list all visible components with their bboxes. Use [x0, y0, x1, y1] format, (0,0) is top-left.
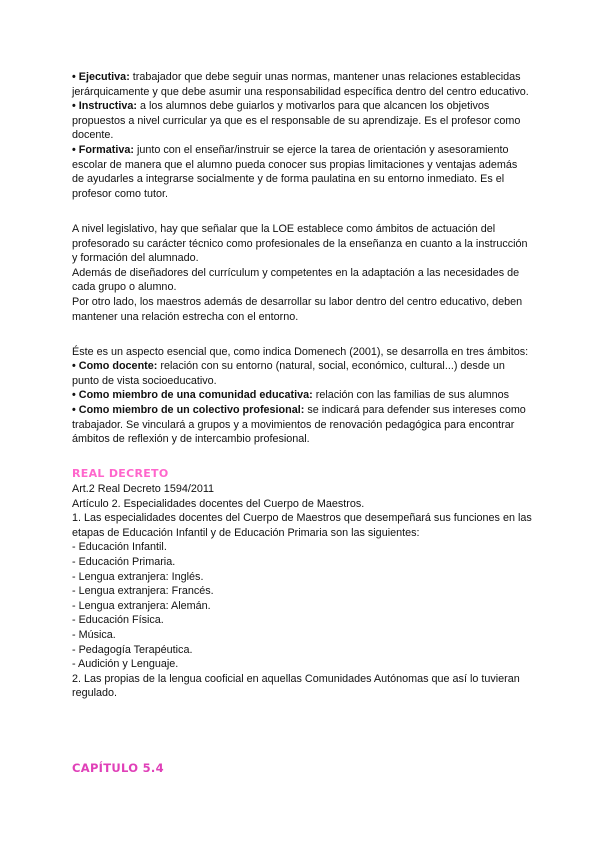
bullet-text: trabajador que debe seguir unas normas, mantener unas relaciones establecidas jerárquicamente y que debe asumir una responsabilidad específica dentro del centro educativo.	[72, 71, 529, 98]
list-item: - Educación Física.	[72, 614, 164, 627]
bullet-text: relación con su entorno (natural, social, económico, cultural...) desde un punto de vista socioeducativo.	[72, 360, 505, 387]
paragraph-disenadores: Además de diseñadores del currículum y competentes en la adaptación a las necesidades de cada grupo o alumno.	[72, 266, 520, 294]
list-item: - Educación Primaria.	[72, 556, 176, 568]
real-decreto-art: Art.2 Real Decreto 1594/2011	[72, 483, 215, 496]
real-decreto-articulo: Artículo 2. Especialidades docentes del Cuerpo de Maestros.	[72, 497, 365, 510]
bullet-formativa	[72, 143, 532, 201]
list-item: - Lengua extranjera: Inglés.	[72, 570, 204, 583]
page-content	[72, 70, 532, 701]
bullet-text: se indicará para defender sus intereses como trabajador. Se vinculará a grupos y a movimientos de renovación pedagógica para encontrar ámbitos de reflexión y de intercambio profesional.	[72, 404, 526, 446]
bullet-text: junto con el enseñar/instruir se ejerce la tarea de orientación y asesoramiento escolar de manera que el alumno pueda conocer sus propias limitaciones y ventajas además de ayudarles a integrarse socialmente y de forma paulatina en su entorno inmediato. Es el profesor como tutor.	[72, 143, 518, 200]
real-decreto-especialidades: 1. Las especialidades docentes del Cuerpo de Maestros que desempeñará sus funciones en las etapas de Educación Infantil y de Educación Primaria son las siguientes:	[72, 512, 532, 539]
list-item: - Educación Infantil.	[72, 541, 167, 554]
bullet-instructiva	[72, 99, 532, 143]
bullet-term: • Como miembro de un colectivo profesional:	[72, 404, 305, 417]
bullet-term: • Como miembro de una comunidad educativa:	[72, 389, 313, 402]
bullet-term: • Formativa:	[72, 143, 134, 156]
paragraph-entorno: Por otro lado, los maestros además de desarrollar su labor dentro del centro educativo, deben mantener una relación estrecha con el entorno.	[72, 295, 523, 323]
chapter-heading: CAPÍTULO 5.4	[72, 761, 164, 775]
bullet-comunidad-educativa	[72, 388, 532, 403]
list-item: - Audición y Lenguaje.	[72, 658, 179, 671]
paragraph-loe: A nivel legislativo, hay que señalar que la LOE establece como ámbitos de actuación del profesorado su carácter técnico como profesionales de la enseñanza en cuanto a la instrucción y formación del alumnado.	[72, 222, 528, 265]
real-decreto-heading: REAL DECRETO	[72, 467, 169, 481]
bullet-ejecutiva	[72, 70, 532, 99]
list-item: - Lengua extranjera: Francés.	[72, 585, 214, 598]
list-item: - Lengua extranjera: Alemán.	[72, 599, 211, 612]
paragraph-domenech: Éste es un aspecto esencial que, como indica Domenech (2001), se desarrolla en tres ámbitos:	[72, 345, 529, 358]
bullet-term: • Como docente:	[72, 360, 158, 373]
bullet-como-docente	[72, 359, 532, 388]
list-item: - Pedagogía Terapéutica.	[72, 643, 193, 656]
bullet-text: a los alumnos debe guiarlos y motivarlos para que alcancen los objetivos propuestos a nivel curricular ya que es el responsable de su aprendizaje. Es el profesor como docente.	[72, 100, 521, 142]
bullet-colectivo-profesional	[72, 403, 532, 447]
bullet-text: relación con las familias de sus alumnos	[312, 389, 509, 402]
bullet-term: • Instructiva:	[72, 100, 137, 113]
bullet-term: • Ejecutiva:	[72, 71, 130, 83]
real-decreto-cooficial: 2. Las propias de la lengua cooficial en aquellas Comunidades Autónomas que así lo tuvieran regulado.	[72, 672, 520, 700]
list-item: - Música.	[72, 628, 116, 641]
